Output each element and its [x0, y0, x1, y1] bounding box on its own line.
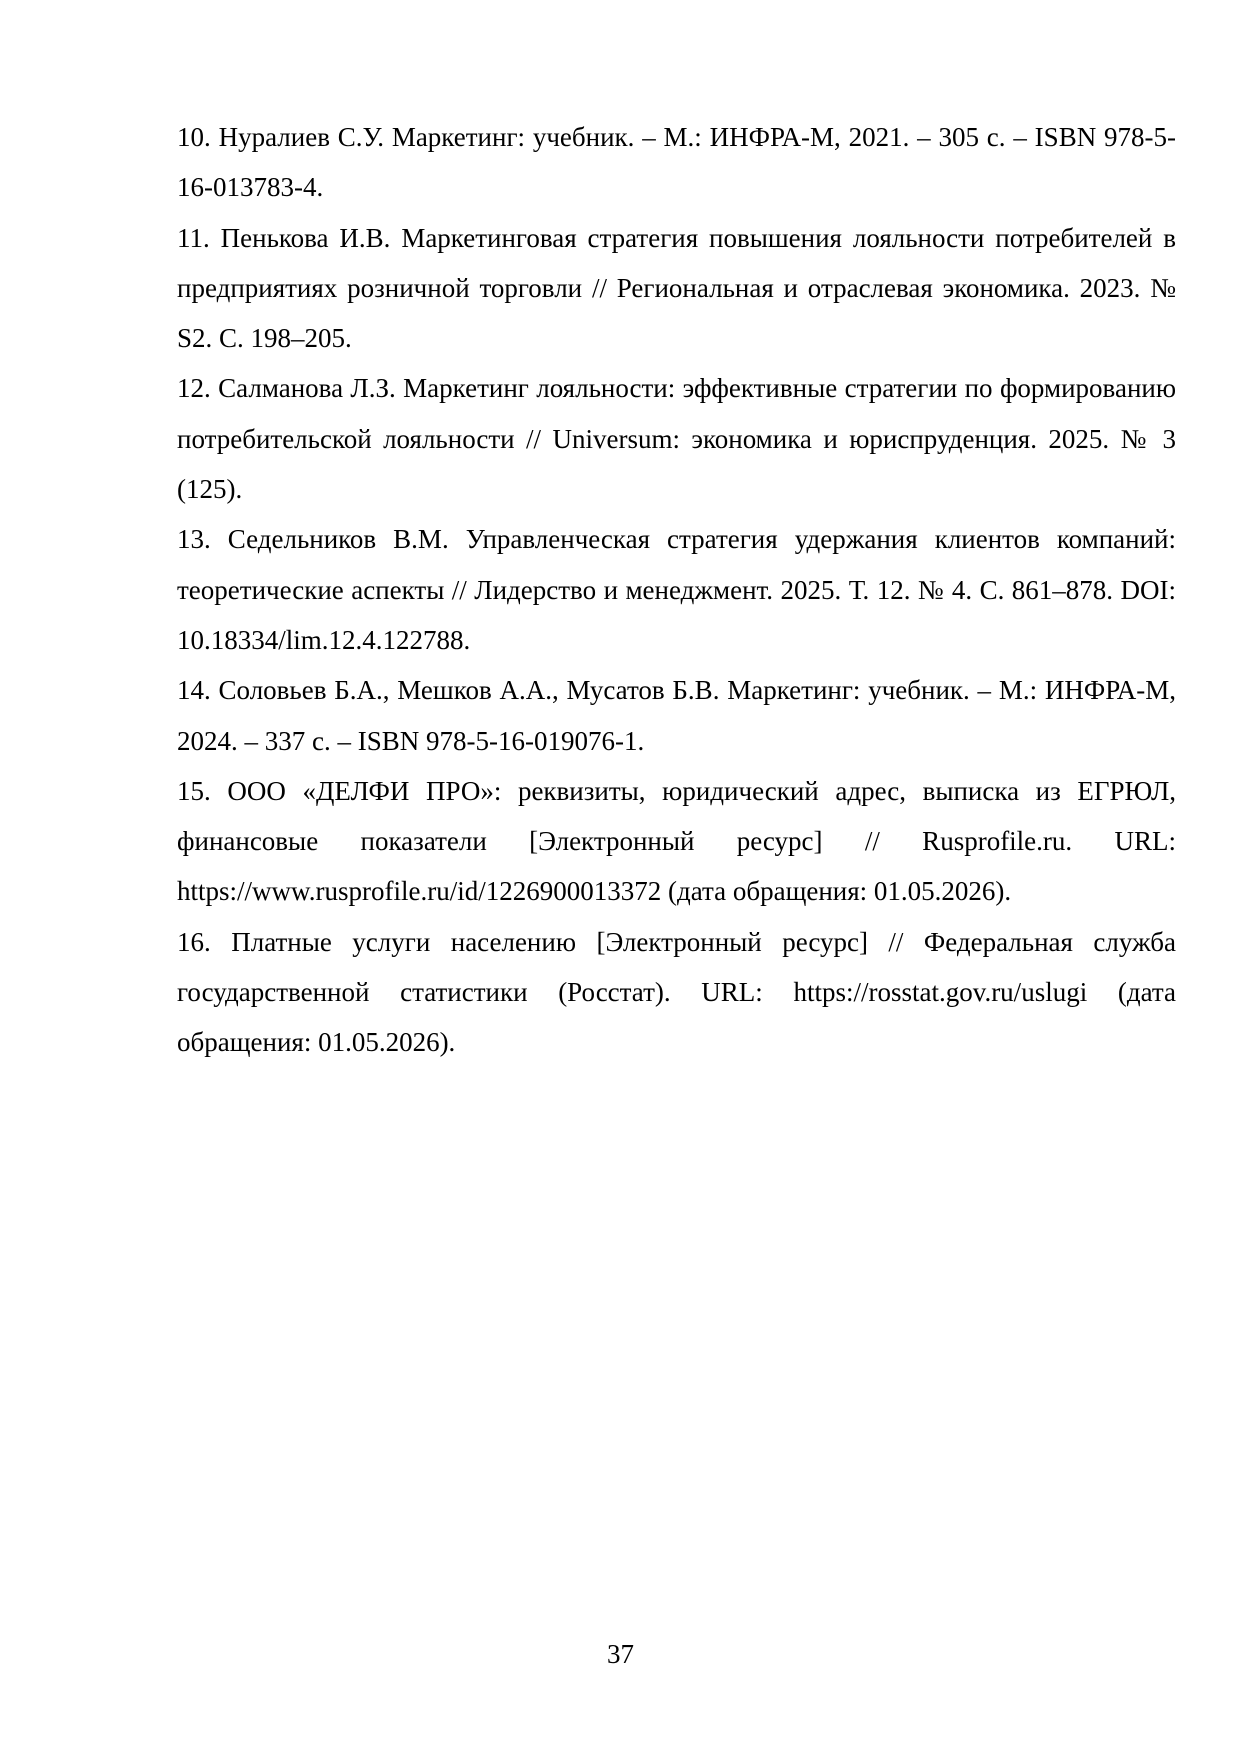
reference-text: Платные услуги населению [Электронный ресурс] // Федеральная служба государственной статистики (Росстат). URL: https://rosstat.gov.ru/uslugi (дата обращения: 01.05.2026). — [177, 926, 1177, 1058]
page-number: 37 — [607, 1639, 634, 1669]
reference-number: 10. — [177, 122, 211, 152]
reference-text: Нуралиев С.У. Маркетинг: учебник. – М.: ИНФРА-М, 2021. – 305 с. – ISBN 978-5-16-013783-4. — [177, 122, 1177, 203]
reference-text: Пенькова И.В. Маркетинговая стратегия повышения лояльности потребителей в предприятиях розничной торговли // Региональная и отраслевая экономика. 2023. № S2. С. 198–205. — [177, 222, 1176, 354]
reference-text: ООО «ДЕЛФИ ПРО»: реквизиты, юридический адрес, выписка из ЕГРЮЛ, финансовые показатели [Электронный ресурс] // Rusprofile.ru. URL: https://www.rusprofile.ru/id/1226900013372 (дата обращения: 01.05.2026). — [177, 775, 1177, 907]
reference-text: Салманова Л.З. Маркетинг лояльности: эффективные стратегии по формированию потребительской лояльности // Universum: экономика и юриспруденция. 2025. № 3 (125). — [177, 373, 1177, 505]
reference-number: 12. — [177, 373, 211, 404]
reference-text: Седельников В.М. Управленческая стратегия удержания клиентов компаний: теоретические аспекты // Лидерство и менеджмент. 2025. Т. 12. № 4. С. 861–878. DOI: 10.18334/lim.12.4.122788. — [177, 524, 1176, 655]
reference-item-16 — [177, 917, 1176, 1068]
reference-item-14 — [177, 665, 1176, 766]
reference-item-15 — [177, 766, 1176, 917]
reference-number: 16. — [177, 926, 211, 957]
reference-item-10 — [177, 112, 1176, 213]
reference-item-12 — [177, 363, 1176, 514]
reference-list — [177, 112, 1176, 1068]
reference-number: 14. — [177, 675, 211, 706]
reference-number: 11. — [177, 222, 210, 253]
reference-number: 13. — [177, 524, 211, 555]
reference-text: Соловьев Б.А., Мешков А.А., Мусатов Б.В. Маркетинг: учебник. – М.: ИНФРА-М, 2024. – 337 с. – ISBN 978-5-16-019076-1. — [177, 675, 1177, 756]
reference-item-13 — [177, 514, 1176, 665]
reference-number: 15. — [177, 775, 211, 806]
reference-item-11 — [177, 213, 1176, 364]
